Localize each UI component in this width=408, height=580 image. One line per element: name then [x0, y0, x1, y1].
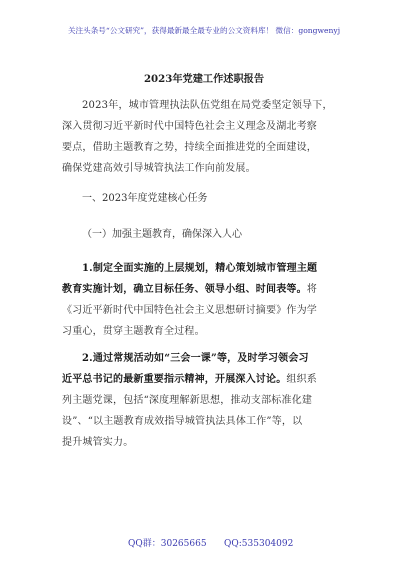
- item-2-bold-line: 2.通过常规活动如“三会一课”等，及时学习领会习: [82, 353, 309, 364]
- section-heading: 一、2023年度党建核心任务: [82, 193, 208, 204]
- subsection-heading: （一）加强主题教育，确保深入人心: [82, 229, 242, 240]
- item-1-paragraph: [62, 258, 358, 342]
- item-2-line: 提升城管实力。: [62, 437, 134, 448]
- item-2-line: 列主题党课，包括“深度理解新思想，推动支部标准化建: [62, 395, 313, 406]
- item-1-bold-line: 1.制定全面实施的上层规划，精心策划城市管理主题: [82, 263, 318, 274]
- qq-group-link[interactable]: QQ群：30265665: [128, 539, 207, 549]
- intro-line: 确保党建高效引导城管执法工作向前发展。: [62, 163, 256, 174]
- item-1-bold-text: 教育实施计划，确立目标任务、领导小组、时间表等。: [62, 284, 307, 295]
- intro-paragraph: [62, 95, 358, 179]
- item-2-mixed-line: [62, 369, 358, 390]
- item-1-mixed-line: [62, 279, 358, 300]
- item-1-tail-text: 将: [306, 284, 318, 295]
- intro-line: 深入贯彻习近平新时代中国特色社会主义理念及湖北考察: [62, 121, 317, 132]
- item-2-line: 设”、“以主题教育成效指导城管执法具体工作”等，以: [62, 416, 303, 427]
- item-2-tail-text: 组织系: [286, 374, 318, 385]
- document-title: 2023年党建工作述职报告: [143, 73, 265, 85]
- intro-line: 2023年，城市管理执法队伍党组在局党委坚定领导下，: [82, 100, 333, 111]
- item-2-bold-text: 近平总书记的最新重要指示精神，开展深入讨论。: [62, 374, 287, 385]
- promo-banner: 关注头条号“公文研究”，获得最新最全最专业的公文资料库！ 微信：gongwenyj: [67, 26, 341, 35]
- item-2-paragraph: [62, 348, 358, 453]
- qq-contact-link[interactable]: QQ:535304092: [224, 539, 294, 549]
- item-1-line: 《习近平新时代中国特色社会主义思想研讨摘要》作为学: [62, 305, 317, 316]
- item-1-line: 习重心，贯穿主题教育全过程。: [62, 326, 205, 337]
- intro-line: 要点，借助主题教育之势，持续全面推进党的全面建设，: [62, 142, 317, 153]
